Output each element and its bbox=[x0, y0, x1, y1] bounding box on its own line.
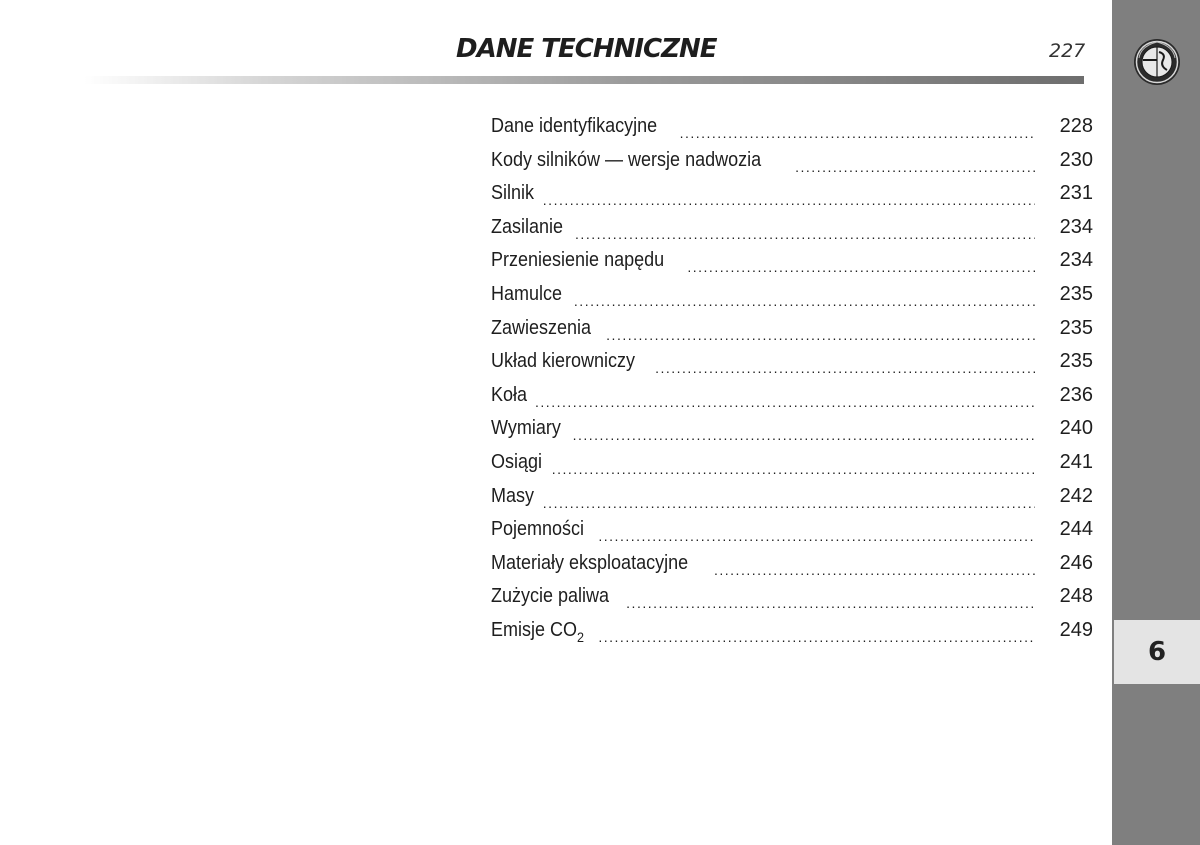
toc-dot-leader bbox=[795, 150, 1035, 184]
toc-entry-page: 240 bbox=[1059, 417, 1093, 440]
toc-entry-label-subscript: 2 bbox=[577, 628, 585, 645]
toc-entry-label-text: Koła bbox=[491, 383, 528, 406]
toc-entry[interactable] bbox=[491, 580, 1093, 614]
toc-dot-leader bbox=[626, 586, 1035, 620]
toc-entry-page: 234 bbox=[1059, 249, 1093, 272]
toc-dot-leader bbox=[574, 284, 1035, 318]
toc-entry-page: 236 bbox=[1059, 383, 1093, 406]
toc-entry-label bbox=[491, 446, 542, 480]
toc-entry-label-text: Hamulce bbox=[491, 282, 563, 305]
toc-entry[interactable] bbox=[491, 513, 1093, 547]
toc-entry-page: 242 bbox=[1059, 484, 1093, 507]
chapter-sidebar bbox=[1112, 0, 1200, 845]
toc-entry-label-text: Zasilanie bbox=[491, 215, 564, 238]
toc-entry-label bbox=[491, 110, 657, 144]
toc-entry-label bbox=[491, 379, 527, 413]
toc-entry-label bbox=[491, 580, 609, 614]
toc-entry-page: 235 bbox=[1059, 350, 1093, 373]
toc-entry-label-text: Kody silników — wersje nadwozia bbox=[491, 148, 762, 171]
toc-entry-label-text: Przeniesienie napędu bbox=[491, 249, 665, 272]
toc-entry-page: 249 bbox=[1059, 618, 1093, 641]
page-number: 227 bbox=[1049, 40, 1086, 62]
toc-entry[interactable] bbox=[491, 446, 1093, 480]
toc-dot-leader bbox=[543, 183, 1035, 217]
toc-dot-leader bbox=[535, 385, 1035, 419]
toc-entry[interactable] bbox=[491, 278, 1093, 312]
table-of-contents bbox=[491, 110, 1093, 648]
toc-dot-leader bbox=[552, 452, 1035, 486]
toc-entry-page: 246 bbox=[1059, 551, 1093, 574]
toc-entry-label bbox=[491, 480, 534, 514]
toc-entry-page: 231 bbox=[1059, 182, 1093, 205]
toc-entry-label bbox=[491, 412, 561, 446]
toc-entry-label bbox=[491, 547, 688, 581]
toc-entry-page: 235 bbox=[1059, 316, 1093, 339]
toc-dot-leader bbox=[687, 250, 1035, 284]
toc-entry-page: 228 bbox=[1059, 115, 1093, 137]
toc-dot-leader bbox=[573, 418, 1035, 452]
toc-entry-label-text: Emisje CO bbox=[491, 618, 578, 641]
toc-entry-label bbox=[491, 513, 584, 547]
toc-entry-label-text: Wymiary bbox=[491, 417, 561, 440]
toc-entry-label bbox=[491, 312, 591, 346]
toc-entry-label bbox=[491, 144, 761, 178]
alfa-romeo-logo-icon bbox=[1133, 38, 1181, 86]
toc-entry[interactable] bbox=[491, 177, 1093, 211]
chapter-number[interactable]: 6 bbox=[1114, 620, 1200, 684]
toc-entry-page: 248 bbox=[1059, 585, 1093, 608]
toc-entry-label-text: Pojemności bbox=[491, 518, 585, 541]
toc-entry-label-text: Materiały eksploatacyjne bbox=[491, 551, 689, 574]
toc-entry[interactable] bbox=[491, 614, 1093, 648]
toc-entry[interactable] bbox=[491, 379, 1093, 413]
toc-entry[interactable] bbox=[491, 412, 1093, 446]
toc-entry[interactable] bbox=[491, 110, 1093, 144]
toc-entry[interactable] bbox=[491, 244, 1093, 278]
toc-entry[interactable] bbox=[491, 480, 1093, 514]
toc-dot-leader bbox=[598, 620, 1035, 654]
toc-dot-leader bbox=[606, 318, 1035, 352]
toc-entry-label-text: Masy bbox=[491, 484, 535, 507]
toc-entry-label bbox=[491, 177, 534, 211]
toc-entry-page: 234 bbox=[1059, 215, 1093, 238]
toc-entry-page: 235 bbox=[1059, 282, 1093, 305]
toc-entry-label-text: Osiągi bbox=[491, 450, 543, 473]
toc-entry[interactable] bbox=[491, 312, 1093, 346]
toc-dot-leader bbox=[655, 351, 1035, 385]
toc-entry[interactable] bbox=[491, 345, 1093, 379]
toc-entry-label-text: Zużycie paliwa bbox=[491, 585, 610, 608]
header-divider bbox=[84, 76, 1084, 84]
toc-entry-label bbox=[491, 614, 584, 649]
toc-entry-label-text: Silnik bbox=[491, 182, 535, 205]
toc-entry[interactable] bbox=[491, 211, 1093, 245]
toc-entry[interactable] bbox=[491, 547, 1093, 581]
page-title: DANE TECHNICZNE bbox=[456, 34, 717, 64]
toc-entry-label bbox=[491, 345, 635, 379]
toc-entry-label-text: Zawieszenia bbox=[491, 316, 592, 339]
toc-entry-page: 244 bbox=[1059, 518, 1093, 541]
toc-entry-label-text: Układ kierowniczy bbox=[491, 350, 636, 373]
toc-entry-label bbox=[491, 244, 664, 278]
toc-entry-label bbox=[491, 278, 562, 312]
toc-entry-label bbox=[491, 211, 563, 245]
toc-entry-page: 241 bbox=[1059, 450, 1093, 473]
toc-dot-leader bbox=[714, 553, 1035, 587]
toc-entry-label-text: Dane identyfikacyjne bbox=[491, 115, 658, 137]
toc-entry-page: 230 bbox=[1059, 148, 1093, 171]
toc-dot-leader bbox=[543, 486, 1035, 520]
